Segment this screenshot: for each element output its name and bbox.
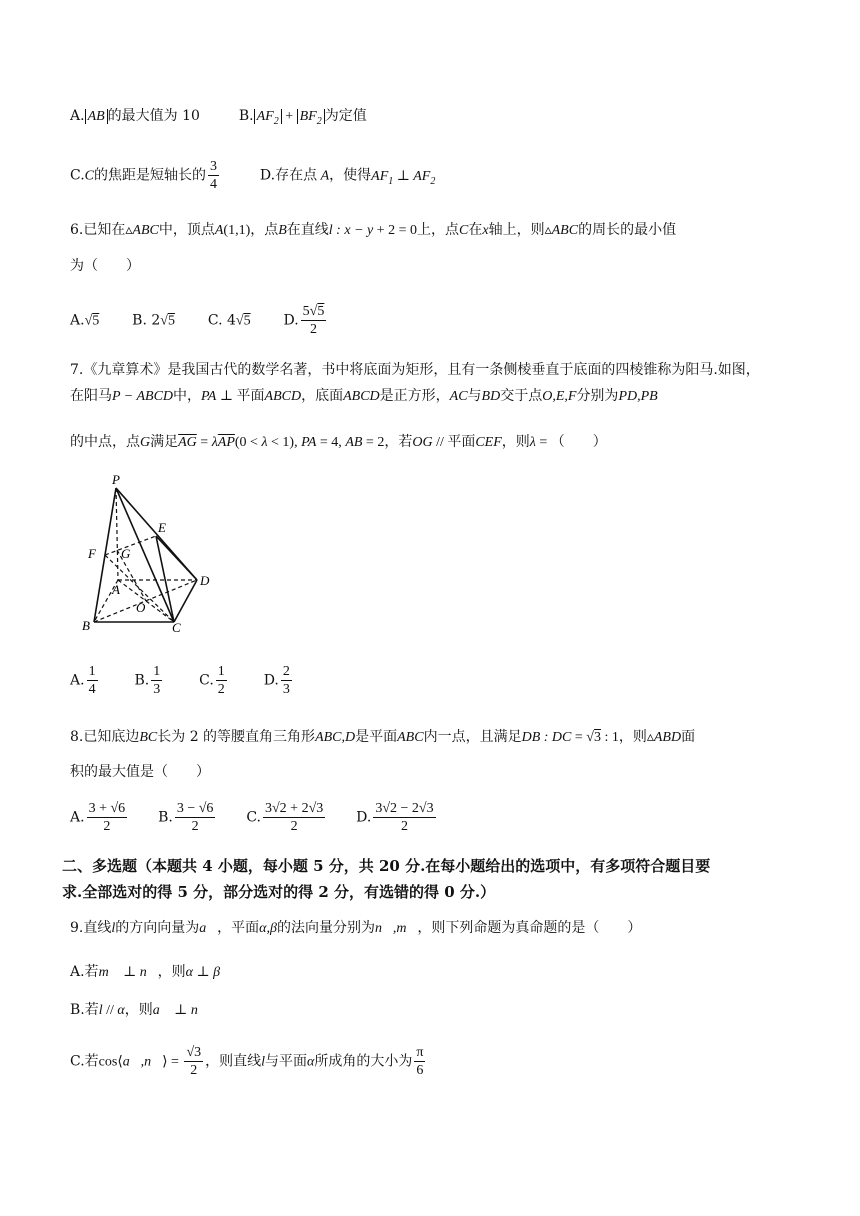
option-label: D.存在点 xyxy=(259,167,318,184)
math-ab: AB xyxy=(85,109,108,124)
q9-stem: 9.直线l的方向向量为a⃗，平面α,β的法向量分别为n⃗,m⃗，则下列命题为真命题的是（ ） xyxy=(70,920,642,936)
option-text: ，使得 xyxy=(329,167,372,184)
option-label: A. xyxy=(70,108,85,124)
figure-label-c: C xyxy=(172,620,181,635)
fraction: $\frac{3}{4}$ xyxy=(210,159,218,192)
q8-stem: 8.已知底边BC长为 2 的等腰直角三角形ABC,D是平面ABC内一点，且满足DB : DC = √3 : 1，则▵ABD面 xyxy=(70,729,696,745)
figure-label-d: D xyxy=(200,573,210,588)
math-bf2: $BF_2$ xyxy=(297,109,325,124)
option-c: C. $\frac{3√2 + 2√3}{2}$ xyxy=(246,801,324,834)
section-header: 二、多选题（本题共 4 小题，每小题 5 分，共 20 分.在每小题给出的选项中，有多项符合题目要 xyxy=(62,857,711,875)
math-af2: $AF_2$ xyxy=(254,109,282,124)
option-b: B. $\frac{3 - √6}{2}$ xyxy=(158,801,214,834)
q8-options xyxy=(70,800,438,835)
option-label: B. xyxy=(238,108,254,124)
q8-stem-cont: 积的最大值是（ ） xyxy=(70,764,210,780)
option-d: D. $\frac{2}{3}$ xyxy=(263,664,290,697)
section-header-cont: 求.全部选对的得 5 分，部分选对的得 2 分，有选错的得 0 分.） xyxy=(62,883,496,901)
option-text: 的焦距是短轴长的 xyxy=(94,167,207,184)
figure-label-p: P xyxy=(112,472,120,487)
option-a: A. $\frac{3 + √6}{2}$ xyxy=(70,801,126,834)
q9-option-c: C.若cos⟨a⃗,n⃗⟩ = $\frac{√3}{2}$ ，则直线l与平面α所成角的大小为 $\frac{\pi}{6}$ xyxy=(70,1045,424,1078)
option-a: A. $\frac{1}{4}$ xyxy=(70,664,96,697)
figure-label-o: O xyxy=(136,600,146,615)
q5-options-cd: C.C的焦距是短轴长的 $\frac{3}{4}$ D.存在点 A，使得$AF_1$ ⊥ $AF_2$ xyxy=(70,159,436,192)
q7-stem-1: 7.《九章算术》是我国古代的数学名著，书中将底面为矩形，且有一条侧棱垂直于底面的四棱锥称为阳马.如图， xyxy=(70,362,760,378)
q6-options: A.√5 B. 2√5 C. 4√5 D. $\frac{5√5}{2}$ xyxy=(70,304,325,337)
q7-options xyxy=(70,663,294,698)
q9-option-b: B.若l // α，则a⃗ ⊥ n⃗ xyxy=(70,1002,209,1018)
figure-label-f: F xyxy=(88,546,96,561)
q7-stem-3: 的中点，点G满足$\overline{AG} = \lambda\overline{AP}(0 < \lambda < 1)$, PA = 4, AB = 2，若OG // 平面CEF，则λ = （ ） xyxy=(70,434,607,450)
pyramid-figure xyxy=(72,470,222,635)
q7-stem-2: 在阳马P − ABCD中，PA ⊥ 平面ABCD，底面ABCD是正方形，AC与BD交于点O,E,F分别为PD,PB xyxy=(70,388,658,404)
option-c: C. $\frac{1}{2}$ xyxy=(199,664,225,697)
option-text: 为定值 xyxy=(324,108,367,124)
q5-options-ab: A. AB 的最大值为 10 B. $AF_2 + BF_2$ 为定值 xyxy=(70,108,367,127)
q9-option-a: A.若m⃗ ⊥ n⃗，则α ⊥ β xyxy=(70,964,221,980)
q6-stem-cont: 为（ ） xyxy=(70,258,140,274)
option-d: D. $\frac{3√2 - 2√3}{2}$ xyxy=(356,801,434,834)
fraction: $\frac{5√5}{2}$ xyxy=(302,304,325,337)
figure-label-g: G xyxy=(121,546,131,561)
option-b: B. $\frac{1}{3}$ xyxy=(134,664,161,697)
fraction: $\frac{√3}{2}$ xyxy=(186,1045,202,1078)
q6-stem: 6.已知在▵ABC中，顶点A(1,1)，点B在直线l : x − y + 2 = 0上，点C在x轴上，则▵ABC的周长的最小值 xyxy=(70,222,677,238)
figure-label-b: B xyxy=(82,618,90,633)
figure-label-a: A xyxy=(112,582,120,597)
option-label: C. xyxy=(70,167,85,184)
fraction: $\frac{\pi}{6}$ xyxy=(416,1045,424,1078)
option-text: 的最大值为 10 xyxy=(107,108,200,124)
figure-label-e: E xyxy=(158,520,166,535)
